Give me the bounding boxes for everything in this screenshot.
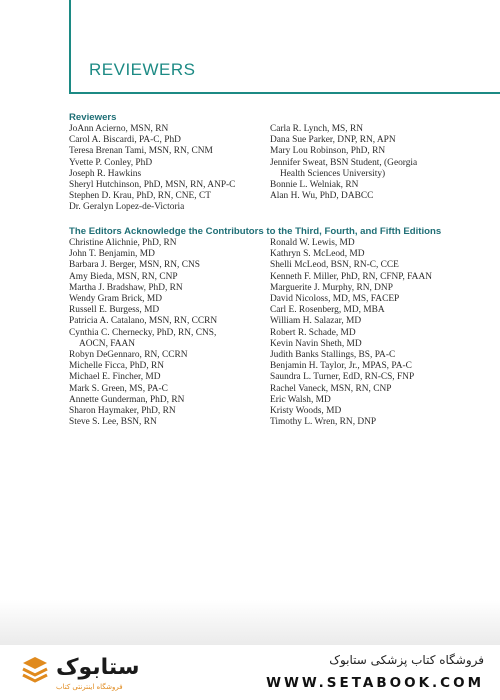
name-entry (270, 339, 469, 350)
name-entry-line: Ronald W. Lewis, MD (270, 238, 355, 248)
reviewers-right-column (270, 124, 469, 214)
name-entry-line: David Nicoloss, MD, MS, FACEP (270, 294, 400, 305)
name-entry-line: Robyn DeGennaro, RN, CCRN (69, 350, 188, 361)
name-entry-line: Shelli McLeod, BSN, RN-C, CCE (270, 260, 399, 271)
name-entry-line: Dr. Geralyn Lopez-de-Victoria (69, 202, 185, 213)
header-rule-horizontal (69, 92, 500, 94)
name-entry-line: Mark S. Green, MS, PA-C (69, 383, 168, 394)
name-entry-line: Bonnie L. Welniak, RN (270, 180, 359, 191)
name-entry (270, 294, 469, 305)
name-entry (69, 191, 270, 202)
contributors-columns (69, 238, 469, 428)
store-url-link[interactable]: WWW.SETABOOK.COM (266, 675, 484, 691)
reviewers-heading: Reviewers (69, 112, 117, 123)
name-entry (270, 361, 469, 372)
name-entry (270, 406, 469, 417)
name-entry-line: Saundra L. Turner, EdD, RN-CS, FNP (270, 372, 415, 383)
book-stack-icon (20, 655, 50, 685)
name-entry (270, 417, 469, 428)
name-entry-line: Dana Sue Parker, DNP, RN, APN (270, 135, 396, 146)
name-entry (270, 305, 469, 316)
contributors-section (69, 226, 469, 428)
name-entry-line: Sharon Haymaker, PhD, RN (69, 406, 176, 417)
name-entry (69, 180, 270, 191)
name-entry (270, 158, 469, 180)
name-entry-line: Carla R. Lynch, MS, RN (270, 124, 363, 134)
name-entry-line: Kristy Woods, MD (270, 406, 342, 417)
contributors-left-column (69, 238, 270, 428)
store-title: فروشگاه کتاب پزشکی ستابوک (329, 653, 484, 667)
name-entry-line: Kevin Navin Sheth, MD (270, 338, 362, 349)
name-entry (270, 384, 469, 395)
name-entry (270, 395, 469, 406)
name-entry (69, 158, 270, 169)
name-entry-continuation: Health Sciences University) (280, 168, 386, 179)
logo-wordmark: ستابوک (56, 655, 140, 680)
name-entry-line: Judith Banks Stallings, BS, PA-C (270, 350, 396, 361)
name-entry-line: Mary Lou Robinson, PhD, RN (270, 146, 386, 157)
name-entry-line: Kathryn S. McLeod, MD (270, 249, 365, 260)
name-entry-line: Yvette P. Conley, PhD (69, 157, 153, 168)
name-entry-line: Rachel Vaneck, MSN, RN, CNP (270, 383, 392, 394)
name-entry-line: Steve S. Lee, BSN, RN (69, 417, 157, 428)
name-entry (69, 361, 270, 372)
name-entry (270, 372, 469, 383)
name-entry (69, 249, 270, 260)
header-rule-vertical (69, 0, 71, 92)
name-entry (69, 146, 270, 157)
page-title: REVIEWERS (89, 60, 196, 79)
name-entry-line: Benjamin H. Taylor, Jr., MPAS, PA-C (270, 361, 412, 372)
name-entry (69, 238, 270, 249)
name-entry-line: William H. Salazar, MD (270, 316, 362, 327)
name-entry (69, 272, 270, 283)
reviewers-left-column (69, 124, 270, 214)
name-entry-line: Alan H. Wu, PhD, DABCC (270, 191, 374, 202)
name-entry (270, 180, 469, 191)
name-entry (270, 146, 469, 157)
name-entry-line: Michael E. Fincher, MD (69, 372, 161, 383)
name-entry (69, 305, 270, 316)
name-entry (270, 272, 469, 283)
name-entry-line: Patricia A. Catalano, MSN, RN, CCRN (69, 316, 218, 327)
name-entry (69, 395, 270, 406)
name-entry-line: Michelle Ficca, PhD, RN (69, 361, 165, 372)
name-entry (69, 372, 270, 383)
name-entry-line: Kenneth F. Miller, PhD, RN, CFNP, FAAN (270, 271, 432, 282)
name-entry-line: Eric Walsh, MD (270, 394, 331, 405)
name-entry (69, 328, 270, 350)
name-entry-line: Marguerite J. Murphy, RN, DNP (270, 282, 393, 293)
name-entry (69, 406, 270, 417)
name-entry (69, 283, 270, 294)
name-entry (69, 169, 270, 180)
name-entry (69, 202, 270, 213)
name-entry (69, 350, 270, 361)
name-entry-line: Carol A. Biscardi, PA-C, PhD (69, 135, 181, 146)
name-entry (69, 384, 270, 395)
page-shadow (0, 600, 500, 645)
store-logo[interactable] (20, 655, 185, 695)
name-entry (270, 316, 469, 327)
name-entry (270, 249, 469, 260)
name-entry-line: Sheryl Hutchinson, PhD, MSN, RN, ANP-C (69, 180, 236, 191)
name-entry (270, 238, 469, 249)
name-entry-line: Barbara J. Berger, MSN, RN, CNS (69, 260, 200, 271)
name-entry (270, 328, 469, 339)
name-entry-line: JoAnn Acierno, MSN, RN (69, 124, 169, 134)
name-entry-line: Annette Gunderman, PhD, RN (69, 394, 185, 405)
store-footer (0, 645, 500, 700)
name-entry (69, 135, 270, 146)
contributors-heading: The Editors Acknowledge the Contributors to the Third, Fourth, and Fifth Editions (69, 226, 442, 237)
name-entry (69, 316, 270, 327)
name-entry-line: John T. Benjamin, MD (69, 249, 155, 260)
contributors-right-column (270, 238, 469, 428)
name-entry-line: Carl E. Rosenberg, MD, MBA (270, 305, 385, 316)
name-entry-line: Joseph R. Hawkins (69, 168, 142, 179)
reviewers-columns (69, 124, 469, 214)
name-entry-line: Cynthia C. Chernecky, PhD, RN, CNS, (69, 327, 217, 338)
name-entry (270, 350, 469, 361)
reviewers-section (69, 112, 469, 214)
name-entry (270, 191, 469, 202)
name-entry-line: Christine Alichnie, PhD, RN (69, 238, 177, 248)
name-entry-line: Martha J. Bradshaw, PhD, RN (69, 282, 183, 293)
name-entry-line: Russell E. Burgess, MD (69, 305, 160, 316)
name-entry-line: Wendy Gram Brick, MD (69, 294, 162, 305)
name-entry (69, 417, 270, 428)
name-entry-line: Timothy L. Wren, RN, DNP (270, 417, 377, 428)
name-entry (69, 260, 270, 271)
name-entry (69, 294, 270, 305)
name-entry-line: Amy Bieda, MSN, RN, CNP (69, 271, 178, 282)
name-entry-continuation: AOCN, FAAN (79, 338, 136, 349)
name-entry-line: Jennifer Sweat, BSN Student, (Georgia (270, 157, 418, 168)
name-entry (270, 283, 469, 294)
name-entry (270, 260, 469, 271)
name-entry-line: Robert R. Schade, MD (270, 327, 356, 338)
name-entry-line: Teresa Brenan Tami, MSN, RN, CNM (69, 146, 213, 157)
name-entry (270, 124, 469, 135)
logo-tagline: فروشگاه اینترنتی کتاب (56, 683, 123, 691)
name-entry-line: Stephen D. Krau, PhD, RN, CNE, CT (69, 191, 211, 202)
name-entry (270, 135, 469, 146)
name-entry (69, 124, 270, 135)
